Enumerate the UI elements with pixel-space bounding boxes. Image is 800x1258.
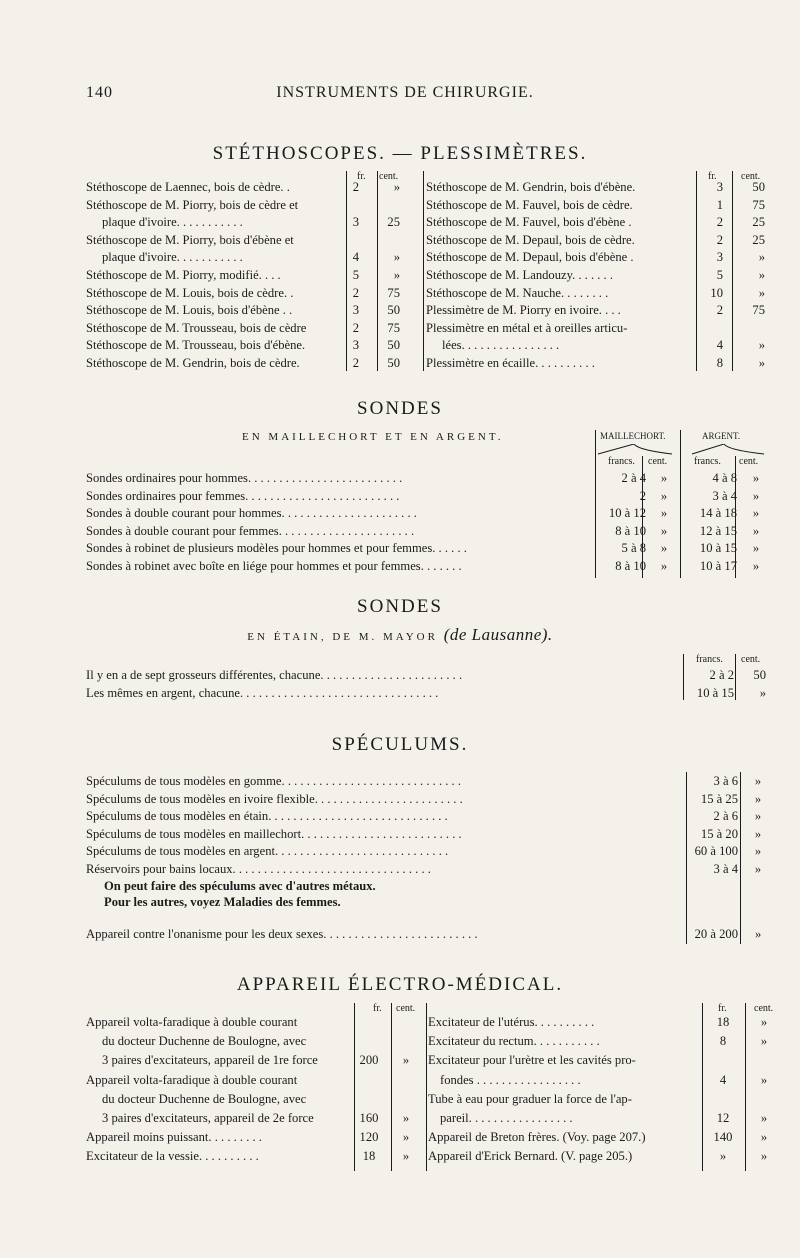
appareil-item xyxy=(428,1149,788,1163)
stethoscope-item-cent: 50 xyxy=(752,180,765,194)
stethoscope-item-cent: 50 xyxy=(387,303,400,318)
stethoscope-item-fr: 3 xyxy=(352,303,359,318)
stethoscope-item-cent: » xyxy=(758,356,765,370)
col-francs: francs. xyxy=(696,654,723,665)
speculum-row xyxy=(86,827,786,841)
appareil-item-label: Appareil volta-faradique à double courant xyxy=(86,1072,298,1087)
section-title-appareil: APPAREIL ÉLECTRO-MÉDICAL. xyxy=(236,974,564,995)
section-title-sondes: SONDES xyxy=(357,398,443,419)
stethoscope-item-fr: 2 xyxy=(352,320,359,335)
sonde-row xyxy=(86,506,786,520)
stethoscope-item-label: Stéthoscope de M. Nauche. . . . . . . . xyxy=(426,285,609,300)
speculum-row-label: Spéculums de tous modèles en ivoire flexible. . . . . . . . . . . . . . . . . . . . . . . . xyxy=(86,791,463,806)
stethoscope-item-label: Stéthoscope de M. Gendrin, bois d'ébène. xyxy=(426,180,636,194)
appareil-item xyxy=(86,1130,410,1145)
appareil-item-label: Excitateur de la vessie. . . . . . . . . . xyxy=(86,1149,259,1164)
sonde-row-a_c: » xyxy=(752,506,760,521)
appareil-item xyxy=(86,1034,406,1048)
stethoscope-item-fr: 2 xyxy=(716,232,723,247)
sonde-row-a_c: » xyxy=(752,559,760,573)
speculum-row-label: Spéculums de tous modèles en étain. . . . . . . . . . . . . . . . . . . . . . . . . . . . . xyxy=(86,809,448,824)
section-title-sondes-etain: SONDES xyxy=(357,596,443,617)
stethoscope-item-cent: 50 xyxy=(387,338,400,353)
stethoscope-item-fr: 5 xyxy=(716,268,723,282)
sonde-row-label: Sondes à robinet avec boîte en liége pour hommes et pour femmes. . . . . . . xyxy=(86,559,462,573)
sonde-etain-row-label: Les mêmes en argent, chacune. . . . . . . . . . . . . . . . . . . . . . . . . . . . . . . . xyxy=(86,685,439,700)
running-title: INSTRUMENTS DE CHIRURGIE. xyxy=(276,84,534,101)
onanisme-cent: » xyxy=(755,927,762,941)
stethoscope-item-label: Stéthoscope de M. Louis, bois d'ébène . . xyxy=(86,303,293,318)
stethoscope-item-fr: 2 xyxy=(352,356,359,370)
speculum-row-label: Réservoirs pour bains locaux. . . . . . . . . . . . . . . . . . . . . . . . . . . . . . . . xyxy=(86,862,431,876)
stethoscope-item-label: Plessimètre en écaille. . . . . . . . . . xyxy=(426,356,595,370)
speculum-row-label: Spéculums de tous modèles en argent. . . . . . . . . . . . . . . . . . . . . . . . . . . . xyxy=(86,844,449,859)
stethoscope-item xyxy=(86,320,400,335)
sonde-etain-row-fr: 2 à 2 xyxy=(709,668,734,682)
brace-lines xyxy=(594,444,774,456)
sonde-row-a_fr: 4 à 8 xyxy=(712,471,737,485)
appareil-item-label: 3 paires d'excitateurs, appareil de 1re force xyxy=(102,1053,318,1068)
stethoscope-item-fr: 3 xyxy=(716,180,723,194)
appareil-item-cent: » xyxy=(760,1072,768,1087)
appareil-item xyxy=(428,1073,788,1087)
sonde-etain-row xyxy=(86,686,786,700)
sonde-row-a_fr: 3 à 4 xyxy=(712,488,737,503)
col-cent-left: cent. xyxy=(379,171,399,182)
divider xyxy=(423,171,424,371)
subtitle-place: (de Lausanne). xyxy=(443,625,553,644)
sonde-row-m_c: » xyxy=(660,471,668,485)
sonde-row-a_fr: 12 à 15 xyxy=(699,523,737,538)
appareil-item xyxy=(86,1015,406,1029)
sonde-row-m_c: » xyxy=(660,523,668,538)
sonde-row-label: Sondes à robinet de plusieurs modèles pour hommes et pour femmes. . . . . . xyxy=(86,541,467,556)
stethoscope-item-cent: » xyxy=(758,250,765,265)
sonde-row-m_fr: 10 à 12 xyxy=(608,506,646,521)
speculum-row-fr: 3 à 4 xyxy=(713,862,738,876)
divider xyxy=(680,430,681,578)
onanisme-price: 20 à 200 xyxy=(694,927,738,941)
stethoscope-item xyxy=(86,285,400,300)
speculum-row-cent: » xyxy=(754,774,762,788)
sonde-row xyxy=(86,489,786,503)
appareil-item-label: 3 paires d'excitateurs, appareil de 2e force xyxy=(102,1111,314,1125)
sonde-row-m_fr: 8 à 10 xyxy=(615,523,646,538)
appareil-item xyxy=(428,1111,788,1125)
appareil-item xyxy=(428,1130,788,1144)
col-fr-left: fr. xyxy=(357,171,366,182)
speculum-row-fr: 15 à 25 xyxy=(700,791,738,806)
appareil-item-label: du docteur Duchenne de Boulogne, avec xyxy=(102,1091,307,1106)
appareil-item xyxy=(86,1053,410,1068)
stethoscope-item-label: Stéthoscope de M. Piorry, bois d'ébène et xyxy=(86,232,294,247)
stethoscope-item-label: Plessimètre de M. Piorry en ivoire. . . . xyxy=(426,303,621,318)
stethoscope-item-label: Stéthoscope de Laennec, bois de cèdre. . xyxy=(86,180,290,194)
appareil-item-label: Excitateur de l'utérus. . . . . . . . . . xyxy=(428,1015,595,1029)
sonde-row-a_c: » xyxy=(752,541,760,556)
appareil-item-label: Appareil de Breton frères. (Voy. page 207.) xyxy=(428,1130,646,1145)
stethoscope-item-label: Stéthoscope de M. Gendrin, bois de cèdre. xyxy=(86,356,300,370)
appareil-item xyxy=(428,1092,788,1106)
col-cent-right: cent. xyxy=(741,171,761,182)
col-cent: cent. xyxy=(741,654,761,665)
appareil-item-fr: » xyxy=(719,1149,727,1164)
stethoscope-item xyxy=(86,198,386,212)
sonde-row xyxy=(86,559,786,573)
speculum-row xyxy=(86,792,786,806)
col-cent-right: cent. xyxy=(754,1003,774,1014)
stethoscope-item-label: Stéthoscope de M. Trousseau, bois de cèdre xyxy=(86,320,307,335)
stethoscope-item xyxy=(426,321,786,335)
sonde-row-a_c: » xyxy=(752,523,760,538)
sonde-row-label: Sondes à double courant pour femmes. . . . . . . . . . . . . . . . . . . . . . xyxy=(86,523,415,538)
appareil-item-label: Appareil moins puissant. . . . . . . . . xyxy=(86,1130,262,1145)
appareil-item-fr: 18 xyxy=(362,1149,376,1164)
stethoscope-item-fr: 8 xyxy=(716,356,723,370)
speculum-row-fr: 15 à 20 xyxy=(700,826,738,841)
speculum-row-fr: 3 à 6 xyxy=(713,774,738,788)
sonde-row-a_c: » xyxy=(752,488,760,503)
stethoscope-item-cent: 75 xyxy=(387,285,400,300)
stethoscope-item-cent: » xyxy=(393,268,400,282)
stethoscope-item-cent: 25 xyxy=(752,232,765,247)
appareil-item-fr: 18 xyxy=(716,1015,730,1029)
sonde-row-m_fr: 8 à 10 xyxy=(615,559,646,573)
stethoscope-item xyxy=(86,268,400,282)
stethoscope-item-fr: 4 xyxy=(716,338,723,353)
appareil-item-label: Tube à eau pour graduer la force de l'ap- xyxy=(428,1091,632,1106)
appareil-item-cent: » xyxy=(402,1149,410,1164)
col-cent-a: cent. xyxy=(739,456,759,467)
stethoscope-item xyxy=(86,303,400,318)
sonde-row xyxy=(86,471,786,485)
appareil-item-fr: 4 xyxy=(719,1072,727,1087)
col-fr-left: fr. xyxy=(373,1003,382,1014)
sonde-etain-row-cent: 50 xyxy=(753,668,766,682)
sonde-row-a_c: » xyxy=(752,471,760,485)
appareil-item-cent: » xyxy=(760,1015,768,1029)
col-francs-m: francs. xyxy=(608,456,635,467)
stethoscope-item xyxy=(426,250,786,264)
stethoscope-item xyxy=(86,215,400,230)
speculum-row-cent: » xyxy=(754,844,762,859)
appareil-item xyxy=(428,1015,788,1029)
page-number: 140 xyxy=(86,84,113,101)
appareil-item xyxy=(86,1149,410,1164)
col-cent-left: cent. xyxy=(396,1003,416,1014)
col-argent: ARGENT. xyxy=(702,431,741,441)
sonde-etain-row-cent: » xyxy=(759,685,766,700)
stethoscope-item-cent: 50 xyxy=(387,356,400,370)
stethoscope-item xyxy=(426,338,786,352)
sonde-row-a_fr: 10 à 15 xyxy=(699,541,737,556)
stethoscope-item-fr: 2 xyxy=(352,180,359,194)
appareil-item-fr: 12 xyxy=(716,1111,730,1125)
stethoscope-item-label: Stéthoscope de M. Fauvel, bois d'ébène . xyxy=(426,215,632,230)
sonde-row-a_fr: 14 à 18 xyxy=(699,506,737,521)
subtitle-text: EN ÉTAIN, DE M. MAYOR xyxy=(247,631,438,643)
stethoscope-item xyxy=(86,250,400,265)
sonde-row-m_c: » xyxy=(660,488,668,503)
col-francs-a: francs. xyxy=(694,456,721,467)
appareil-item-label: fondes . . . . . . . . . . . . . . . . . xyxy=(440,1072,581,1087)
stethoscope-item-fr: 3 xyxy=(716,250,723,265)
divider xyxy=(426,1003,427,1171)
stethoscope-item-label: lées. . . . . . . . . . . . . . . . xyxy=(442,338,560,353)
stethoscope-item-cent: » xyxy=(758,268,765,282)
stethoscope-item-cent: 25 xyxy=(387,215,400,230)
stethoscope-item-cent: 25 xyxy=(752,215,765,230)
speculum-row xyxy=(86,844,786,858)
sonde-row-a_fr: 10 à 17 xyxy=(699,559,737,573)
stethoscope-item-fr: 10 xyxy=(710,285,723,300)
sonde-row-m_c: » xyxy=(660,541,668,556)
col-fr-right: fr. xyxy=(708,171,717,182)
sonde-row xyxy=(86,524,786,538)
section-title-speculums: SPÉCULUMS. xyxy=(331,734,469,755)
onanisme-label: Appareil contre l'onanisme pour les deux sexes. . . . . . . . . . . . . . . . . . . . . . . . . xyxy=(86,927,478,941)
appareil-item-cent: » xyxy=(402,1130,410,1145)
stethoscope-item-cent: » xyxy=(758,338,765,353)
appareil-item-fr: 160 xyxy=(359,1111,379,1125)
appareil-item-fr: 120 xyxy=(359,1130,379,1145)
speculum-row-cent: » xyxy=(754,809,762,824)
appareil-item-label: Appareil d'Erick Bernard. (V. page 205.) xyxy=(428,1149,633,1164)
stethoscope-item-fr: 3 xyxy=(352,338,359,353)
appareil-item xyxy=(86,1092,406,1106)
appareil-item-label: Excitateur pour l'urètre et les cavités pro- xyxy=(428,1053,636,1068)
stethoscope-item-fr: 4 xyxy=(352,250,359,265)
stethoscope-item xyxy=(426,356,786,370)
speculum-row-fr: 60 à 100 xyxy=(694,844,738,859)
sonde-etain-row-fr: 10 à 15 xyxy=(696,685,734,700)
appareil-item-label: Appareil volta-faradique à double courant xyxy=(86,1015,298,1029)
stethoscope-item-label: Stéthoscope de M. Trousseau, bois d'ébène. xyxy=(86,338,306,353)
stethoscope-item-fr: 1 xyxy=(716,197,723,212)
appareil-item-cent: » xyxy=(402,1111,410,1125)
sonde-row-label: Sondes ordinaires pour femmes. . . . . . . . . . . . . . . . . . . . . . . . . xyxy=(86,488,400,503)
speculum-row-fr: 2 à 6 xyxy=(713,809,738,824)
appareil-item xyxy=(428,1053,788,1067)
stethoscope-item xyxy=(426,286,786,300)
stethoscope-item-cent: » xyxy=(393,180,400,194)
col-cent-m: cent. xyxy=(648,456,668,467)
speculum-row-label: Spéculums de tous modèles en gomme. . . . . . . . . . . . . . . . . . . . . . . . . . . . . xyxy=(86,774,461,788)
appareil-item-cent: » xyxy=(760,1130,768,1145)
stethoscope-item-label: Plessimètre en métal et à oreilles articu- xyxy=(426,320,628,335)
sonde-etain-row-label: Il y en a de sept grosseurs différentes, chacune. . . . . . . . . . . . . . . . . . . . . . . xyxy=(86,668,463,682)
stethoscope-item xyxy=(426,233,786,247)
stethoscope-item-label: plaque d'ivoire. . . . . . . . . . . xyxy=(102,215,243,230)
stethoscope-item-cent: 75 xyxy=(387,320,400,335)
speculum-row-cent: » xyxy=(754,791,762,806)
stethoscope-item-cent: 75 xyxy=(752,303,765,318)
speculum-row-cent: » xyxy=(754,862,762,876)
stethoscope-item xyxy=(426,215,786,229)
appareil-item xyxy=(86,1111,410,1125)
sondes-etain-subtitle xyxy=(0,625,800,645)
stethoscope-item-cent: » xyxy=(758,285,765,300)
sonde-row-label: Sondes ordinaires pour hommes. . . . . . . . . . . . . . . . . . . . . . . . . xyxy=(86,471,403,485)
speculum-note-1: On peut faire des spéculums avec d'autres métaux. xyxy=(104,879,376,893)
stethoscope-item xyxy=(86,338,400,353)
stethoscope-item-label: plaque d'ivoire. . . . . . . . . . . xyxy=(102,250,243,265)
sonde-row-m_c: » xyxy=(660,559,668,573)
sonde-row-m_fr: 5 à 8 xyxy=(621,541,646,556)
speculum-note-2: Pour les autres, voyez Maladies des femmes. xyxy=(104,895,341,909)
stethoscope-item-fr: 2 xyxy=(716,303,723,318)
stethoscope-item-cent: » xyxy=(393,250,400,265)
speculum-row xyxy=(86,809,786,823)
sonde-row-m_fr: 2 xyxy=(639,488,646,503)
section-title-stethoscopes: STÉTHOSCOPES. — PLESSIMÈTRES. xyxy=(212,143,588,164)
appareil-item xyxy=(86,1073,406,1087)
appareil-item-cent: » xyxy=(760,1034,768,1049)
col-maillechort: MAILLECHORT. xyxy=(600,431,666,441)
stethoscope-item-fr: 2 xyxy=(352,285,359,300)
stethoscope-item xyxy=(426,180,786,194)
stethoscope-item-label: Stéthoscope de M. Depaul, bois d'ébène . xyxy=(426,250,634,265)
appareil-item-label: pareil. . . . . . . . . . . . . . . . . xyxy=(440,1111,573,1125)
appareil-item-fr: 140 xyxy=(713,1130,733,1145)
stethoscope-item xyxy=(426,198,786,212)
col-fr-right: fr. xyxy=(718,1003,727,1014)
speculum-row xyxy=(86,774,786,788)
speculum-row-label: Spéculums de tous modèles en maillechort. . . . . . . . . . . . . . . . . . . . . . . . . . xyxy=(86,826,462,841)
stethoscope-item xyxy=(86,233,386,247)
appareil-item-fr: 8 xyxy=(719,1034,727,1049)
appareil-item-fr: 200 xyxy=(359,1053,379,1068)
appareil-item-label: du docteur Duchenne de Boulogne, avec xyxy=(102,1034,307,1049)
sonde-row-m_fr: 2 à 4 xyxy=(621,471,646,485)
stethoscope-item xyxy=(86,180,400,194)
appareil-item-cent: » xyxy=(760,1149,768,1164)
sonde-etain-row xyxy=(86,668,786,682)
stethoscope-item-fr: 2 xyxy=(716,215,723,230)
appareil-item-label: Excitateur du rectum. . . . . . . . . . . xyxy=(428,1034,600,1049)
sonde-row xyxy=(86,541,786,555)
stethoscope-item xyxy=(426,268,786,282)
sondes-subtitle: EN MAILLECHORT ET EN ARGENT. xyxy=(242,431,504,443)
stethoscope-item xyxy=(86,356,400,370)
sonde-row-m_c: » xyxy=(660,506,668,521)
stethoscope-item-cent: 75 xyxy=(752,197,765,212)
stethoscope-item-label: Stéthoscope de M. Fauvel, bois de cèdre. xyxy=(426,197,633,212)
stethoscope-item-label: Stéthoscope de M. Piorry, modifié. . . . xyxy=(86,268,281,282)
appareil-item-cent: » xyxy=(760,1111,768,1125)
speculum-row-cent: » xyxy=(754,826,762,841)
stethoscope-item xyxy=(426,303,786,317)
appareil-item-cent: » xyxy=(402,1053,410,1068)
stethoscope-item-label: Stéthoscope de M. Piorry, bois de cèdre et xyxy=(86,197,299,212)
sonde-row-label: Sondes à double courant pour hommes. . . . . . . . . . . . . . . . . . . . . . xyxy=(86,506,417,521)
stethoscope-item-label: Stéthoscope de M. Depaul, bois de cèdre. xyxy=(426,232,635,247)
stethoscope-item-fr: 3 xyxy=(352,215,359,230)
stethoscope-item-label: Stéthoscope de M. Louis, bois de cèdre. . xyxy=(86,285,294,300)
stethoscope-item-label: Stéthoscope de M. Landouzy. . . . . . . xyxy=(426,268,614,282)
stethoscope-item-fr: 5 xyxy=(352,268,359,282)
speculum-row xyxy=(86,862,786,876)
appareil-item xyxy=(428,1034,788,1048)
